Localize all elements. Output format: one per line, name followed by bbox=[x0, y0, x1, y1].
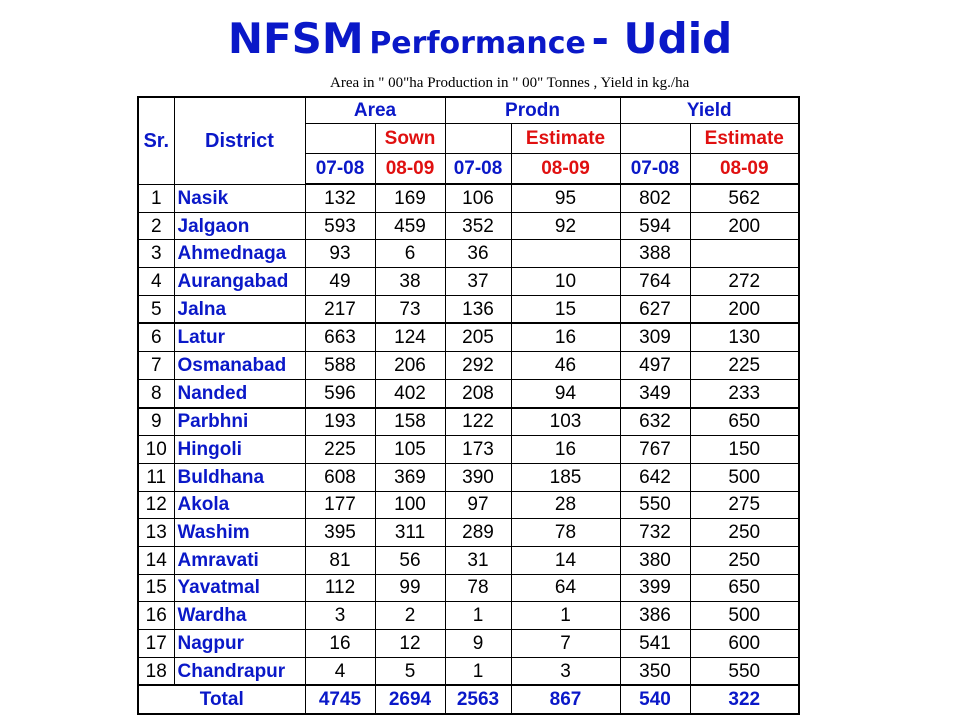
cell-district: Hingoli bbox=[174, 436, 305, 464]
title-main: NFSM bbox=[227, 14, 364, 63]
cell-area-0708: 596 bbox=[305, 379, 375, 407]
cell-prodn-0708: 31 bbox=[445, 546, 511, 574]
cell-area-0809: 459 bbox=[375, 212, 445, 240]
table-row bbox=[138, 630, 799, 658]
cell-area-0809: 158 bbox=[375, 408, 445, 436]
cell-area-0809: 2 bbox=[375, 602, 445, 630]
cell-prodn-0809: 14 bbox=[511, 546, 620, 574]
table-row bbox=[138, 212, 799, 240]
cell-yield-0708: 541 bbox=[620, 630, 690, 658]
cell-prodn-0809: 64 bbox=[511, 574, 620, 602]
cell-area-0809: 73 bbox=[375, 295, 445, 323]
cell-sr: 17 bbox=[138, 630, 174, 658]
table-row bbox=[138, 574, 799, 602]
title-crop: - Udid bbox=[591, 14, 733, 63]
total-value: 2694 bbox=[375, 685, 445, 714]
cell-yield-0708: 802 bbox=[620, 184, 690, 212]
cell-yield-0708: 386 bbox=[620, 602, 690, 630]
cell-yield-0708: 767 bbox=[620, 436, 690, 464]
cell-prodn-0809: 10 bbox=[511, 268, 620, 296]
header-year-area-0809: 08-09 bbox=[375, 154, 445, 185]
cell-area-0708: 93 bbox=[305, 240, 375, 268]
cell-area-0809: 12 bbox=[375, 630, 445, 658]
cell-prodn-0708: 208 bbox=[445, 379, 511, 407]
header-sub-area-0708 bbox=[305, 124, 375, 154]
cell-sr: 12 bbox=[138, 491, 174, 519]
total-value: 322 bbox=[690, 685, 799, 714]
title-sub: Performance bbox=[369, 26, 586, 61]
cell-yield-0809: 272 bbox=[690, 268, 799, 296]
cell-area-0708: 81 bbox=[305, 546, 375, 574]
header-group-prodn: Prodn bbox=[445, 97, 620, 124]
cell-district: Ahmednaga bbox=[174, 240, 305, 268]
cell-prodn-0708: 390 bbox=[445, 463, 511, 491]
cell-sr: 13 bbox=[138, 519, 174, 547]
cell-sr: 10 bbox=[138, 436, 174, 464]
cell-sr: 9 bbox=[138, 408, 174, 436]
cell-prodn-0809: 103 bbox=[511, 408, 620, 436]
cell-prodn-0708: 136 bbox=[445, 295, 511, 323]
cell-prodn-0809: 95 bbox=[511, 184, 620, 212]
cell-yield-0708: 350 bbox=[620, 657, 690, 685]
cell-prodn-0708: 122 bbox=[445, 408, 511, 436]
cell-district: Washim bbox=[174, 519, 305, 547]
cell-district: Yavatmal bbox=[174, 574, 305, 602]
header-year-area-0708: 07-08 bbox=[305, 154, 375, 185]
cell-yield-0708: 349 bbox=[620, 379, 690, 407]
cell-yield-0708: 399 bbox=[620, 574, 690, 602]
cell-yield-0708: 642 bbox=[620, 463, 690, 491]
cell-district: Wardha bbox=[174, 602, 305, 630]
cell-prodn-0809: 46 bbox=[511, 352, 620, 380]
header-sub-prodn-0708 bbox=[445, 124, 511, 154]
cell-area-0809: 369 bbox=[375, 463, 445, 491]
cell-sr: 15 bbox=[138, 574, 174, 602]
cell-yield-0809: 250 bbox=[690, 546, 799, 574]
cell-area-0809: 124 bbox=[375, 323, 445, 351]
table-row bbox=[138, 240, 799, 268]
cell-sr: 1 bbox=[138, 184, 174, 212]
cell-yield-0708: 632 bbox=[620, 408, 690, 436]
cell-sr: 16 bbox=[138, 602, 174, 630]
cell-district: Nagpur bbox=[174, 630, 305, 658]
header-district: District bbox=[174, 97, 305, 184]
cell-yield-0708: 627 bbox=[620, 295, 690, 323]
table-row bbox=[138, 463, 799, 491]
cell-district: Chandrapur bbox=[174, 657, 305, 685]
cell-area-0809: 38 bbox=[375, 268, 445, 296]
header-year-yield-0809: 08-09 bbox=[690, 154, 799, 185]
cell-yield-0708: 594 bbox=[620, 212, 690, 240]
cell-prodn-0809: 7 bbox=[511, 630, 620, 658]
cell-yield-0809: 250 bbox=[690, 519, 799, 547]
cell-area-0708: 593 bbox=[305, 212, 375, 240]
cell-yield-0708: 309 bbox=[620, 323, 690, 351]
cell-district: Latur bbox=[174, 323, 305, 351]
table-row bbox=[138, 408, 799, 436]
cell-prodn-0809 bbox=[511, 240, 620, 268]
cell-yield-0809: 562 bbox=[690, 184, 799, 212]
header-sub-prodn-estimate: Estimate bbox=[511, 124, 620, 154]
cell-district: Amravati bbox=[174, 546, 305, 574]
cell-district: Jalgaon bbox=[174, 212, 305, 240]
cell-yield-0809: 200 bbox=[690, 212, 799, 240]
cell-district: Parbhni bbox=[174, 408, 305, 436]
table-row bbox=[138, 352, 799, 380]
cell-area-0809: 311 bbox=[375, 519, 445, 547]
table-row bbox=[138, 491, 799, 519]
cell-prodn-0708: 78 bbox=[445, 574, 511, 602]
cell-prodn-0708: 97 bbox=[445, 491, 511, 519]
cell-prodn-0708: 1 bbox=[445, 657, 511, 685]
cell-prodn-0809: 1 bbox=[511, 602, 620, 630]
table-row bbox=[138, 519, 799, 547]
cell-area-0708: 663 bbox=[305, 323, 375, 351]
header-group-area: Area bbox=[305, 97, 445, 124]
cell-district: Nasik bbox=[174, 184, 305, 212]
cell-area-0708: 225 bbox=[305, 436, 375, 464]
cell-area-0708: 217 bbox=[305, 295, 375, 323]
cell-sr: 7 bbox=[138, 352, 174, 380]
cell-area-0708: 608 bbox=[305, 463, 375, 491]
table-row bbox=[138, 379, 799, 407]
cell-prodn-0708: 36 bbox=[445, 240, 511, 268]
cell-district: Jalna bbox=[174, 295, 305, 323]
total-label: Total bbox=[138, 685, 305, 714]
total-value: 867 bbox=[511, 685, 620, 714]
table-row bbox=[138, 436, 799, 464]
cell-area-0809: 105 bbox=[375, 436, 445, 464]
table-header bbox=[138, 97, 799, 184]
cell-prodn-0708: 205 bbox=[445, 323, 511, 351]
cell-area-0809: 402 bbox=[375, 379, 445, 407]
table-row bbox=[138, 184, 799, 212]
cell-yield-0809: 500 bbox=[690, 463, 799, 491]
total-value: 540 bbox=[620, 685, 690, 714]
cell-yield-0708: 380 bbox=[620, 546, 690, 574]
cell-yield-0708: 497 bbox=[620, 352, 690, 380]
header-sub-yield-0708 bbox=[620, 124, 690, 154]
cell-yield-0708: 550 bbox=[620, 491, 690, 519]
cell-area-0809: 100 bbox=[375, 491, 445, 519]
cell-area-0809: 99 bbox=[375, 574, 445, 602]
cell-area-0708: 4 bbox=[305, 657, 375, 685]
cell-prodn-0809: 94 bbox=[511, 379, 620, 407]
header-year-prodn-0809: 08-09 bbox=[511, 154, 620, 185]
table-row bbox=[138, 268, 799, 296]
cell-prodn-0708: 173 bbox=[445, 436, 511, 464]
cell-area-0708: 3 bbox=[305, 602, 375, 630]
cell-prodn-0809: 3 bbox=[511, 657, 620, 685]
cell-area-0708: 132 bbox=[305, 184, 375, 212]
header-sub-yield-estimate: Estimate bbox=[690, 124, 799, 154]
cell-yield-0809: 500 bbox=[690, 602, 799, 630]
cell-area-0708: 177 bbox=[305, 491, 375, 519]
cell-prodn-0708: 352 bbox=[445, 212, 511, 240]
cell-area-0708: 16 bbox=[305, 630, 375, 658]
cell-prodn-0809: 15 bbox=[511, 295, 620, 323]
cell-district: Aurangabad bbox=[174, 268, 305, 296]
total-value: 4745 bbox=[305, 685, 375, 714]
cell-sr: 2 bbox=[138, 212, 174, 240]
cell-area-0708: 112 bbox=[305, 574, 375, 602]
cell-sr: 3 bbox=[138, 240, 174, 268]
cell-sr: 5 bbox=[138, 295, 174, 323]
cell-area-0708: 395 bbox=[305, 519, 375, 547]
cell-prodn-0809: 16 bbox=[511, 323, 620, 351]
cell-sr: 14 bbox=[138, 546, 174, 574]
header-sr: Sr. bbox=[138, 97, 174, 184]
cell-area-0809: 169 bbox=[375, 184, 445, 212]
cell-yield-0809: 650 bbox=[690, 574, 799, 602]
table-row bbox=[138, 657, 799, 685]
cell-district: Buldhana bbox=[174, 463, 305, 491]
cell-sr: 4 bbox=[138, 268, 174, 296]
cell-prodn-0708: 9 bbox=[445, 630, 511, 658]
cell-prodn-0809: 92 bbox=[511, 212, 620, 240]
cell-yield-0708: 388 bbox=[620, 240, 690, 268]
cell-yield-0809: 600 bbox=[690, 630, 799, 658]
header-group-yield: Yield bbox=[620, 97, 799, 124]
cell-sr: 18 bbox=[138, 657, 174, 685]
cell-prodn-0708: 37 bbox=[445, 268, 511, 296]
cell-prodn-0809: 78 bbox=[511, 519, 620, 547]
cell-yield-0809: 233 bbox=[690, 379, 799, 407]
cell-yield-0708: 764 bbox=[620, 268, 690, 296]
cell-district: Osmanabad bbox=[174, 352, 305, 380]
cell-area-0708: 588 bbox=[305, 352, 375, 380]
cell-prodn-0809: 16 bbox=[511, 436, 620, 464]
table-row bbox=[138, 295, 799, 323]
cell-area-0708: 193 bbox=[305, 408, 375, 436]
cell-sr: 11 bbox=[138, 463, 174, 491]
table-row bbox=[138, 323, 799, 351]
cell-yield-0708: 732 bbox=[620, 519, 690, 547]
header-sub-area-sown: Sown bbox=[375, 124, 445, 154]
cell-yield-0809: 275 bbox=[690, 491, 799, 519]
header-year-yield-0708: 07-08 bbox=[620, 154, 690, 185]
cell-yield-0809: 130 bbox=[690, 323, 799, 351]
cell-area-0809: 56 bbox=[375, 546, 445, 574]
header-year-prodn-0708: 07-08 bbox=[445, 154, 511, 185]
cell-prodn-0708: 289 bbox=[445, 519, 511, 547]
cell-area-0809: 206 bbox=[375, 352, 445, 380]
table-row bbox=[138, 602, 799, 630]
total-value: 2563 bbox=[445, 685, 511, 714]
cell-yield-0809: 550 bbox=[690, 657, 799, 685]
cell-yield-0809: 200 bbox=[690, 295, 799, 323]
cell-yield-0809: 225 bbox=[690, 352, 799, 380]
performance-table bbox=[137, 96, 800, 715]
cell-area-0809: 5 bbox=[375, 657, 445, 685]
cell-prodn-0809: 28 bbox=[511, 491, 620, 519]
cell-prodn-0809: 185 bbox=[511, 463, 620, 491]
total-row bbox=[138, 685, 799, 714]
cell-yield-0809 bbox=[690, 240, 799, 268]
cell-area-0809: 6 bbox=[375, 240, 445, 268]
units-note: Area in " 00"ha Production in " 00" Tonnes , Yield in kg./ha bbox=[330, 75, 690, 91]
cell-prodn-0708: 1 bbox=[445, 602, 511, 630]
page-title bbox=[0, 14, 960, 63]
cell-sr: 8 bbox=[138, 379, 174, 407]
table-row bbox=[138, 546, 799, 574]
table-body bbox=[138, 184, 799, 714]
cell-district: Nanded bbox=[174, 379, 305, 407]
cell-prodn-0708: 106 bbox=[445, 184, 511, 212]
cell-district: Akola bbox=[174, 491, 305, 519]
cell-sr: 6 bbox=[138, 323, 174, 351]
cell-prodn-0708: 292 bbox=[445, 352, 511, 380]
cell-yield-0809: 150 bbox=[690, 436, 799, 464]
cell-area-0708: 49 bbox=[305, 268, 375, 296]
cell-yield-0809: 650 bbox=[690, 408, 799, 436]
